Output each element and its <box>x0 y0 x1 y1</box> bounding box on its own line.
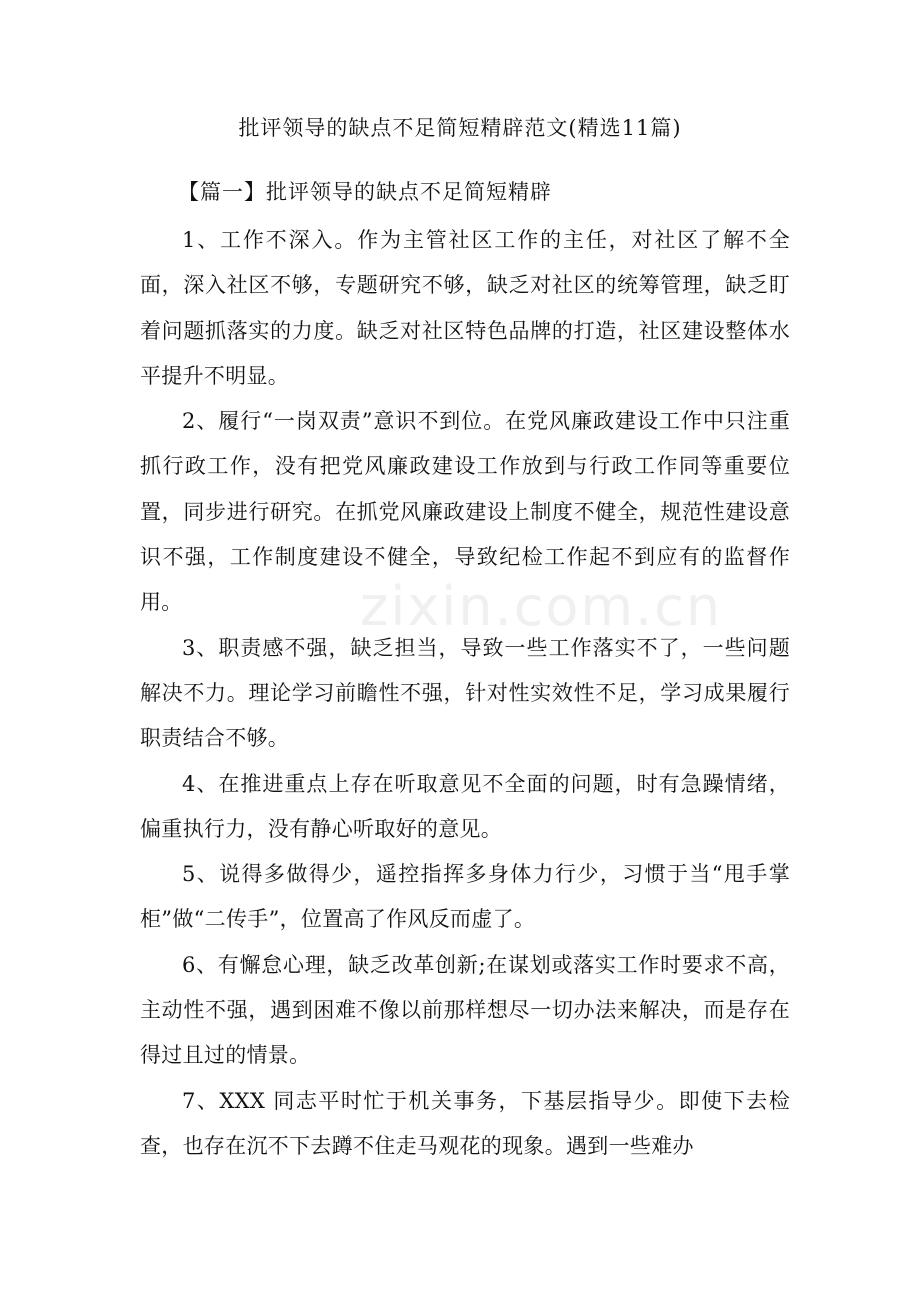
paragraph-3: 3、职责感不强，缺乏担当，导致一些工作落实不了，一些问题解决不力。理论学习前瞻性不强，针对性实效性不足，学习成果履行职责结合不够。 <box>140 635 790 751</box>
watermark: zixin.com.cn <box>360 575 723 638</box>
paragraph-5: 5、说得多做得少，遥控指挥多身体力行少，习惯于当“甩手掌柜”做“二传手”，位置高了作风反而虚了。 <box>140 862 790 932</box>
document-body <box>140 218 790 1169</box>
paragraph-1: 1、工作不深入。作为主管社区工作的主任，对社区了解不全面，深入社区不够，专题研究不够，缺乏对社区的统筹管理，缺乏盯着问题抓落实的力度。缺乏对社区特色品牌的打造，社区建设整体水平提升不明显。 <box>140 228 790 388</box>
document-title: 批评领导的缺点不足简短精辟范文(精选11篇) <box>238 116 682 140</box>
paragraph-7: 7、XXX 同志平时忙于机关事务，下基层指导少。即使下去检查，也存在沉不下去蹲不住走马观花的现象。遇到一些难办 <box>140 1088 790 1158</box>
section-heading: 【篇一】批评领导的缺点不足简短精辟 <box>178 180 552 204</box>
paragraph-4: 4、在推进重点上存在听取意见不全面的问题，时有急躁情绪，偏重执行力，没有静心听取好的意见。 <box>140 771 790 841</box>
paragraph-2: 2、履行“一岗双责”意识不到位。在党风廉政建设工作中只注重抓行政工作，没有把党风廉政建设工作放到与行政工作同等重要位置，同步进行研究。在抓党风廉政建设上制度不健全，规范性建设意识不强，工作制度建设不健全，导致纪检工作起不到应有的监督作用。 <box>140 409 790 615</box>
paragraph-6: 6、有懈怠心理，缺乏改革创新;在谋划或落实工作时要求不高，主动性不强，遇到困难不像以前那样想尽一切办法来解决，而是存在得过且过的情景。 <box>140 952 790 1068</box>
